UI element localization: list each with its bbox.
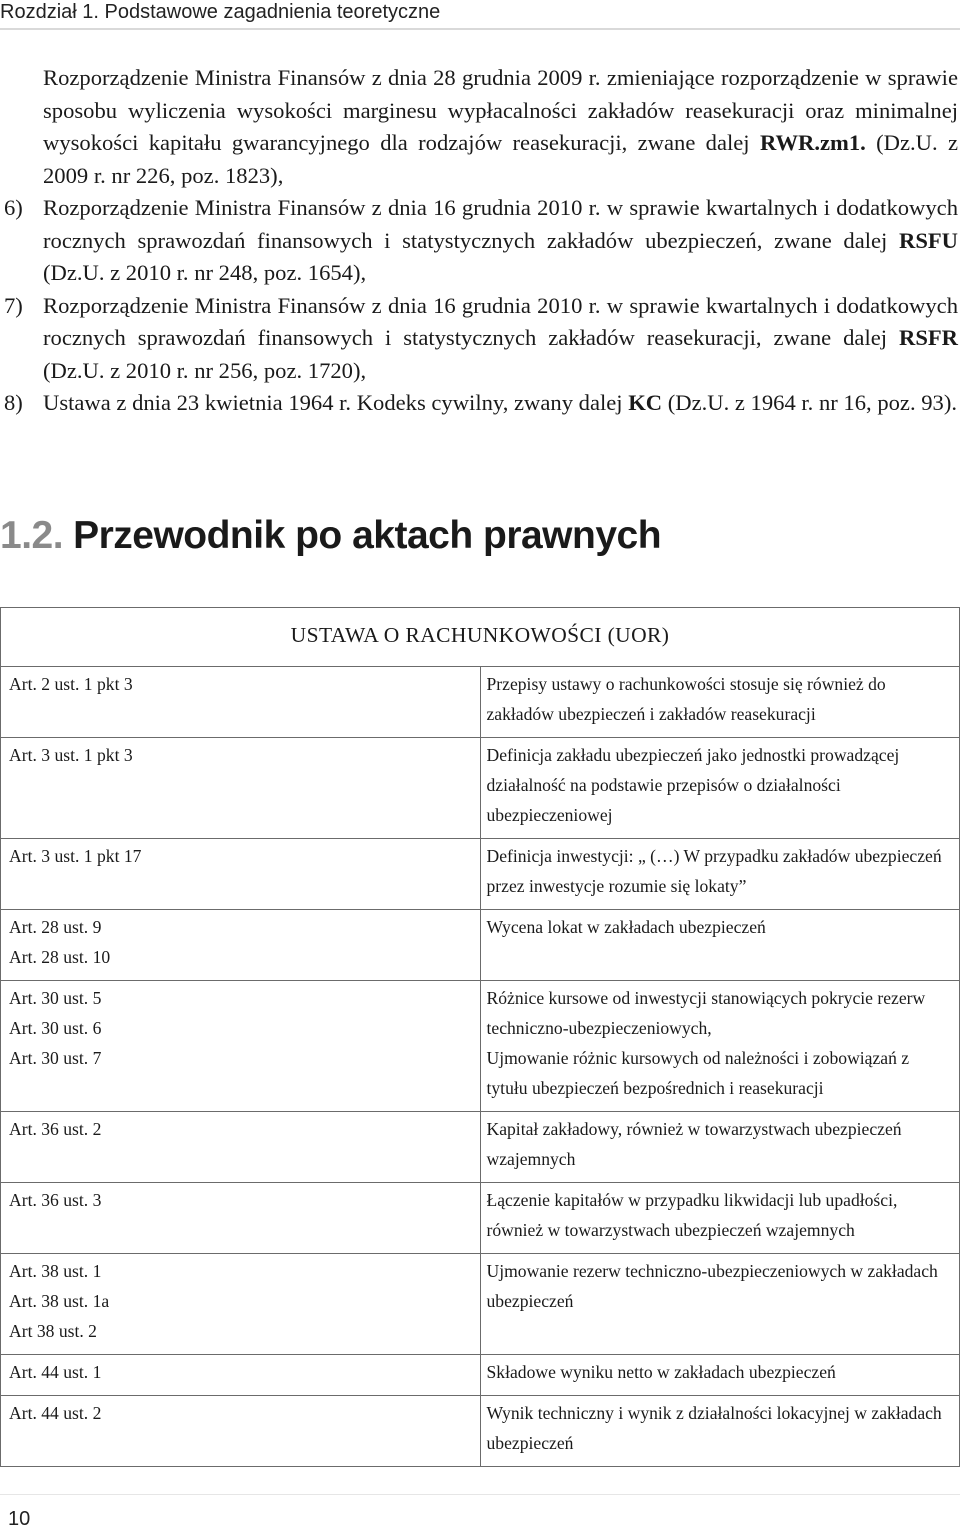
description-cell	[480, 738, 960, 839]
article-description: Ujmowanie rezerw techniczno-ubezpieczeniowych w zakładach ubezpieczeń	[486, 1261, 938, 1311]
article-reference: Art. 28 ust. 9	[9, 917, 102, 937]
description-cell	[480, 839, 960, 910]
article-reference: Art. 30 ust. 7	[9, 1048, 102, 1068]
table-row	[1, 1112, 960, 1183]
article-reference: Art. 38 ust. 1	[9, 1261, 102, 1281]
description-cell	[480, 667, 960, 738]
list-item-text-b: (Dz.U. z 1964 r. nr 16, poz. 93).	[662, 390, 958, 415]
list-item	[0, 290, 958, 388]
article-description: Różnice kursowe od inwestycji stanowiących pokrycie rezerw techniczno-ubezpieczeniowych,	[486, 988, 926, 1038]
article-reference: Art. 3 ust. 1 pkt 17	[9, 846, 142, 866]
footer-divider	[0, 1494, 960, 1495]
section-heading	[0, 510, 960, 562]
article-reference: Art. 38 ust. 1a	[9, 1291, 110, 1311]
list-item	[0, 387, 958, 420]
table-row	[1, 1254, 960, 1355]
article-description: Przepisy ustawy o rachunkowości stosuje się również do zakładów ubezpieczeń i zakładów reasekuracji	[486, 674, 886, 724]
list-item-abbreviation: RSFR	[899, 325, 958, 350]
article-cell	[1, 1355, 481, 1396]
description-cell	[480, 1112, 960, 1183]
article-reference: Art. 44 ust. 1	[9, 1362, 102, 1382]
list-item-number: 6)	[4, 195, 23, 220]
table-row	[1, 981, 960, 1112]
article-cell	[1, 738, 481, 839]
list-item-text	[43, 387, 958, 420]
list-item-number: 8)	[4, 390, 23, 415]
table-row	[1, 1396, 960, 1467]
article-description: Definicja inwestycji: „ (…) W przypadku zakładów ubezpieczeń przez inwestycje rozumie się lokaty”	[486, 846, 942, 896]
list-item-text-b: (Dz.U. z 2010 r. nr 256, poz. 1720),	[43, 357, 367, 383]
article-reference: Art. 30 ust. 5	[9, 988, 102, 1008]
article-description: Łączenie kapitałów w przypadku likwidacji lub upadłości, również w towarzystwach ubezpieczeń wzajemnych	[486, 1190, 898, 1240]
article-description: Wycena lokat w zakładach ubezpieczeń	[486, 917, 766, 937]
article-reference: Art. 36 ust. 3	[9, 1190, 102, 1210]
article-cell	[1, 981, 481, 1112]
article-description: Składowe wyniku netto w zakładach ubezpieczeń	[486, 1362, 836, 1382]
list-item-number: 7)	[4, 292, 23, 318]
list-item-abbreviation: RWR.zm1.	[759, 130, 866, 155]
table-row	[1, 738, 960, 839]
table-row	[1, 1183, 960, 1254]
list-item-text-b: (Dz.U. z 2009 r. nr 226, poz. 1823),	[43, 130, 958, 188]
article-reference: Art. 44 ust. 2	[9, 1403, 102, 1423]
list-item-text	[43, 192, 958, 290]
article-description: Ujmowanie różnic kursowych od należności i zobowiązań z tytułu ubezpieczeń bezpośrednich i reasekuracji	[486, 1048, 910, 1098]
article-reference: Art. 3 ust. 1 pkt 3	[9, 745, 133, 765]
description-cell	[480, 1254, 960, 1355]
header-divider	[0, 28, 960, 30]
list-item-text	[43, 62, 958, 192]
legal-acts-list	[0, 62, 958, 420]
article-description: Wynik techniczny i wynik z działalności lokacyjnej w zakładach ubezpieczeń	[486, 1403, 942, 1453]
description-cell	[480, 910, 960, 981]
article-reference: Art. 28 ust. 10	[9, 947, 111, 967]
article-description: Definicja zakładu ubezpieczeń jako jednostki prowadzącej działalność na podstawie przepisów o działalności ubezpieczeniowej	[486, 745, 900, 825]
table-row	[1, 667, 960, 738]
list-item-text	[43, 290, 958, 388]
table-row	[1, 1355, 960, 1396]
list-item-abbreviation: KC	[628, 390, 663, 415]
table-title-row	[1, 608, 960, 667]
article-cell	[1, 667, 481, 738]
article-cell	[1, 1254, 481, 1355]
list-item-text-a: Rozporządzenie Ministra Finansów z dnia 28 grudnia 2009 r. zmieniające rozporządzenie w sprawie sposobu wyliczenia wysokości marginesu wypłacalności zakładów reasekuracji oraz minimalnej wysokości kapitału gwarancyjnego dla rodzajów reasekuracji, zwane dalej	[43, 65, 958, 155]
running-header: Rozdział 1. Podstawowe zagadnienia teoretyczne	[0, 1, 441, 23]
article-cell	[1, 910, 481, 981]
article-cell	[1, 1112, 481, 1183]
list-item-text-a: Rozporządzenie Ministra Finansów z dnia 16 grudnia 2010 r. w sprawie kwartalnych i dodatkowych rocznych sprawozdań finansowych i statystycznych zakładów ubezpieczeń, zwane dalej	[43, 195, 958, 253]
article-cell	[1, 1396, 481, 1467]
table-title: USTAWA O RACHUNKOWOŚCI (UOR)	[1, 608, 960, 667]
list-item-text-b: (Dz.U. z 2010 r. nr 248, poz. 1654),	[43, 260, 367, 285]
section-title: Przewodnik po aktach prawnych	[73, 514, 662, 557]
page-number: 10	[8, 1508, 31, 1530]
table-row	[1, 839, 960, 910]
list-item-text-a: Ustawa z dnia 23 kwietnia 1964 r. Kodeks cywilny, zwany dalej	[43, 390, 629, 415]
description-cell	[480, 1183, 960, 1254]
article-reference: Art 38 ust. 2	[9, 1321, 97, 1341]
article-description: Kapitał zakładowy, również w towarzystwach ubezpieczeń wzajemnych	[486, 1119, 902, 1169]
article-cell	[1, 839, 481, 910]
list-item	[0, 192, 958, 290]
article-reference: Art. 2 ust. 1 pkt 3	[9, 674, 133, 694]
list-item-text-a: Rozporządzenie Ministra Finansów z dnia 16 grudnia 2010 r. w sprawie kwartalnych i dodatkowych rocznych sprawozdań finansowych i statystycznych zakładów reasekuracji, zwane dalej	[43, 292, 958, 350]
description-cell	[480, 1355, 960, 1396]
legal-guide-table	[0, 607, 960, 1467]
article-reference: Art. 30 ust. 6	[9, 1018, 102, 1038]
description-cell	[480, 981, 960, 1112]
article-reference: Art. 36 ust. 2	[9, 1119, 102, 1139]
table-row	[1, 910, 960, 981]
list-item-5-continued	[0, 62, 958, 192]
description-cell	[480, 1396, 960, 1467]
article-cell	[1, 1183, 481, 1254]
list-item-abbreviation: RSFU	[899, 227, 958, 253]
section-number: 1.2.	[0, 514, 64, 557]
